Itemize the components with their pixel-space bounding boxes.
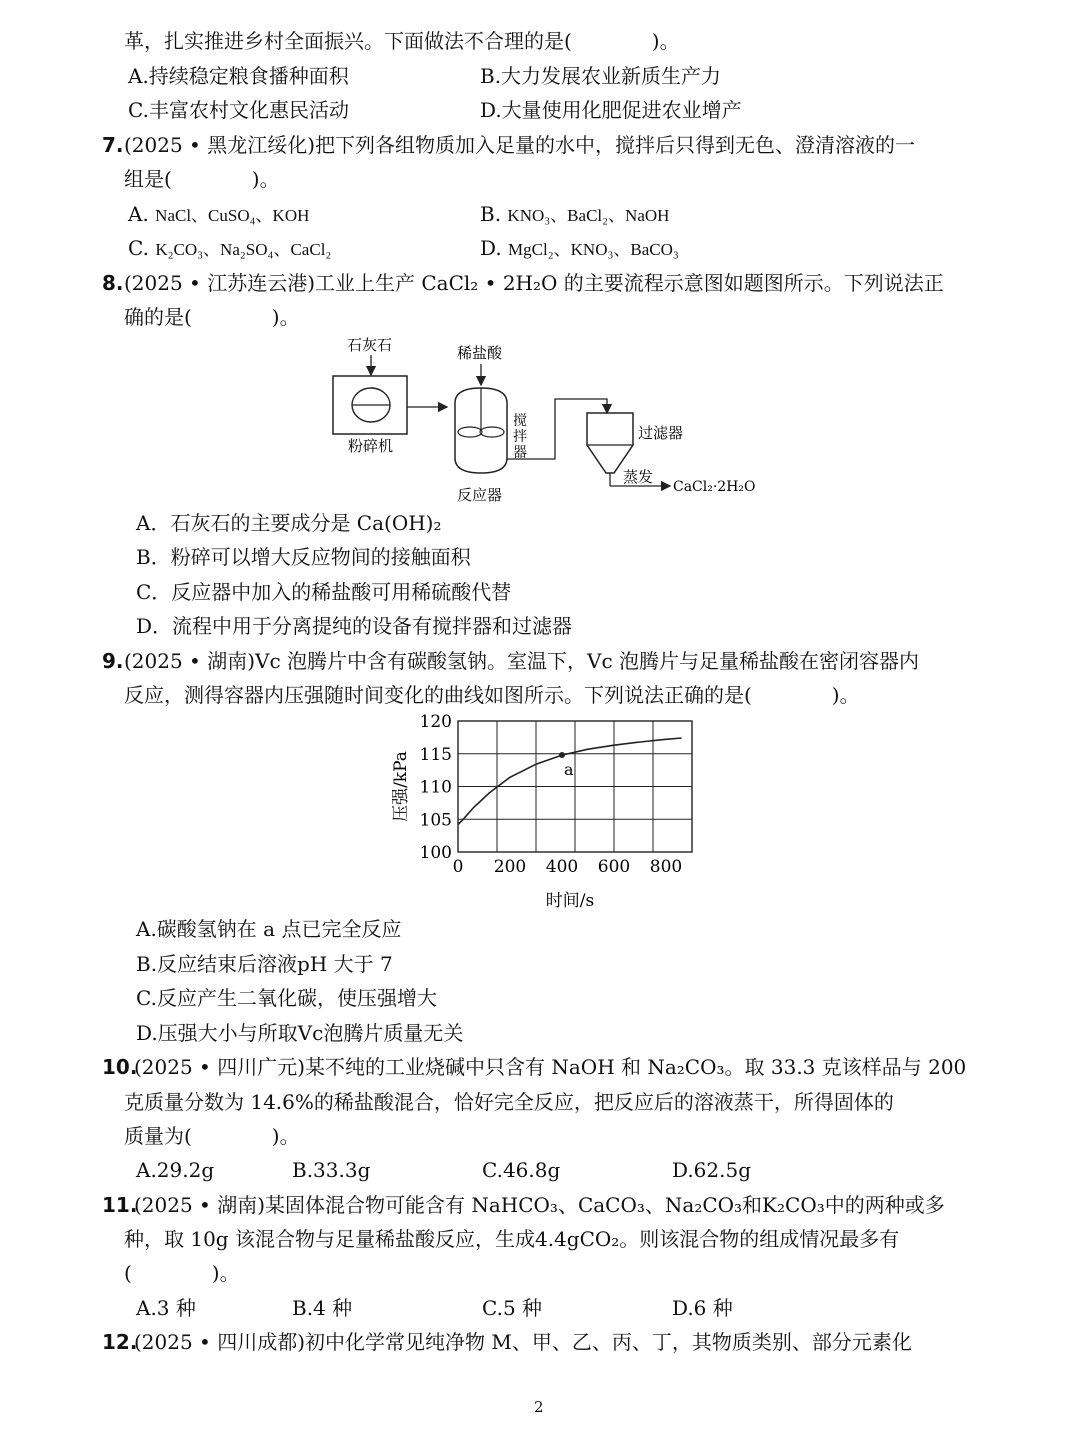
q10-stem-line1: (2025 • 四川广元)某不纯的工业烧碱中只含有 NaOH 和 Na₂CO₃。取 33.3 克该样品与 200: [134, 1055, 967, 1079]
q10-option-a: A.29.2g: [136, 1158, 215, 1182]
q10-option-d: D.62.5g: [672, 1158, 752, 1182]
q10-number: 10.: [102, 1055, 138, 1079]
q6-option-c: C.丰富农村文化惠民活动: [128, 98, 349, 122]
stirrer-label-3: 器: [513, 445, 527, 461]
q11-option-c: C.5 种: [482, 1296, 543, 1320]
reactor-label: 反应器: [457, 486, 503, 504]
q8-option-d: D．流程中用于分离提纯的设备有搅拌器和过滤器: [136, 614, 573, 638]
pressure-time-chart: [380, 705, 710, 915]
q11-stem-line3: ( )。: [124, 1261, 240, 1285]
q6-option-d: D.大量使用化肥促进农业增产: [480, 98, 742, 122]
q9-number: 9.: [102, 649, 124, 673]
q10-stem-line2: 克质量分数为 14.6%的稀盐酸混合，恰好完全反应，把反应后的溶液蒸干，所得固体的: [124, 1090, 894, 1114]
q9-option-c: C.反应产生二氧化碳，使压强增大: [136, 986, 437, 1010]
product-label: CaCl₂·2H₂O: [673, 479, 756, 495]
stirrer-label-1: 搅: [513, 413, 527, 429]
y-tick-label: 110: [419, 777, 452, 798]
filter-label: 过滤器: [638, 424, 684, 442]
process-flow-diagram: [325, 333, 765, 508]
q8-stem-line2: 确的是( )。: [124, 305, 300, 329]
crusher-label: 粉碎机: [348, 437, 394, 455]
q10-stem-line3: 质量为( )。: [124, 1124, 300, 1148]
y-tick-label: 115: [419, 744, 452, 765]
q11-stem-line1: (2025 • 湖南)某固体混合物可能含有 NaHCO₃、CaCO₃、Na₂CO₃和K₂CO₃中的两种或多: [134, 1193, 945, 1217]
limestone-label: 石灰石: [347, 336, 393, 354]
x-axis-label: 时间/s: [545, 891, 595, 911]
point-a-label: a: [564, 760, 574, 780]
q8-option-a: A．石灰石的主要成分是 Ca(OH)₂: [136, 511, 442, 535]
x-tick-label: 200: [493, 857, 527, 877]
q6-option-a: A.持续稳定粮食播种面积: [128, 64, 349, 88]
q9-option-b: B.反应结束后溶液pH 大于 7: [136, 952, 393, 976]
q12-number: 12.: [102, 1330, 138, 1354]
q10-option-b: B.33.3g: [292, 1158, 371, 1182]
q7-option-a: A. NaCl、CuSO₄、KOH: [128, 202, 310, 226]
x-tick-label: 400: [545, 857, 579, 877]
q7-stem-line1: (2025 • 黑龙江绥化)把下列各组物质加入足量的水中，搅拌后只得到无色、澄清溶液的一: [124, 133, 916, 157]
q9-stem-line2: 反应，测得容器内压强随时间变化的曲线如图所示。下列说法正确的是( )。: [124, 683, 860, 707]
page-number: 2: [534, 1398, 544, 1416]
q9-option-a: A.碳酸氢钠在 a 点已完全反应: [136, 917, 402, 941]
y-tick-label: 105: [419, 810, 452, 831]
y-tick-label: 100: [419, 843, 452, 863]
q8-option-b: B．粉碎可以增大反应物间的接触面积: [136, 545, 471, 569]
x-tick-label: 800: [649, 857, 683, 877]
x-tick-label: 0: [452, 857, 464, 877]
q8-number: 8.: [102, 271, 124, 295]
y-tick-labels: [420, 712, 452, 863]
y-tick-label: 120: [419, 712, 452, 732]
point-a-marker: [559, 752, 565, 758]
q12-stem-line1: (2025 • 四川成都)初中化学常见纯净物 M、甲、乙、丙、丁，其物质类别、部分元素化: [134, 1330, 912, 1354]
q7-option-c: C. K₂CO₃、Na₂SO₄、CaCl₂: [128, 236, 332, 260]
q11-number: 11.: [102, 1193, 138, 1217]
q10-option-c: C.46.8g: [482, 1158, 561, 1182]
acid-label: 稀盐酸: [457, 344, 503, 362]
q8-option-c: C．反应器中加入的稀盐酸可用稀硫酸代替: [136, 580, 512, 604]
evaporate-label: 蒸发: [623, 468, 654, 486]
y-axis-label: 压强/kPa: [391, 751, 411, 822]
q11-stem-line2: 种，取 10g 该混合物与足量稀盐酸反应，生成4.4gCO₂。则该混合物的组成情况最多有: [124, 1227, 900, 1251]
q6-stem-cont: 革，扎实推进乡村全面振兴。下面做法不合理的是( )。: [124, 29, 680, 53]
q7-number: 7.: [102, 133, 124, 157]
q11-option-d: D.6 种: [672, 1296, 733, 1320]
q11-option-b: B.4 种: [292, 1296, 353, 1320]
q7-stem-line2: 组是( )。: [124, 167, 280, 191]
q6-option-b: B.大力发展农业新质生产力: [480, 64, 722, 88]
q7-option-b: B. KNO₃、BaCl₂、NaOH: [480, 202, 670, 226]
filter-vessel: [587, 413, 633, 473]
q8-stem-line1: (2025 • 江苏连云港)工业上生产 CaCl₂ • 2H₂O 的主要流程示意图如题图所示。下列说法正: [124, 271, 944, 295]
x-tick-label: 600: [597, 857, 631, 877]
stirrer-label-2: 拌: [513, 429, 527, 445]
q7-option-d: D. MgCl₂、KNO₃、BaCO₃: [480, 236, 679, 260]
q11-option-a: A.3 种: [136, 1296, 196, 1320]
pressure-curve: [458, 738, 682, 825]
x-tick-labels: [453, 857, 683, 877]
q9-option-d: D.压强大小与所取Vc泡腾片质量无关: [136, 1021, 464, 1045]
q9-stem-line1: (2025 • 湖南)Vc 泡腾片中含有碳酸氢钠。室温下，Vc 泡腾片与足量稀盐酸在密闭容器内: [124, 649, 920, 673]
